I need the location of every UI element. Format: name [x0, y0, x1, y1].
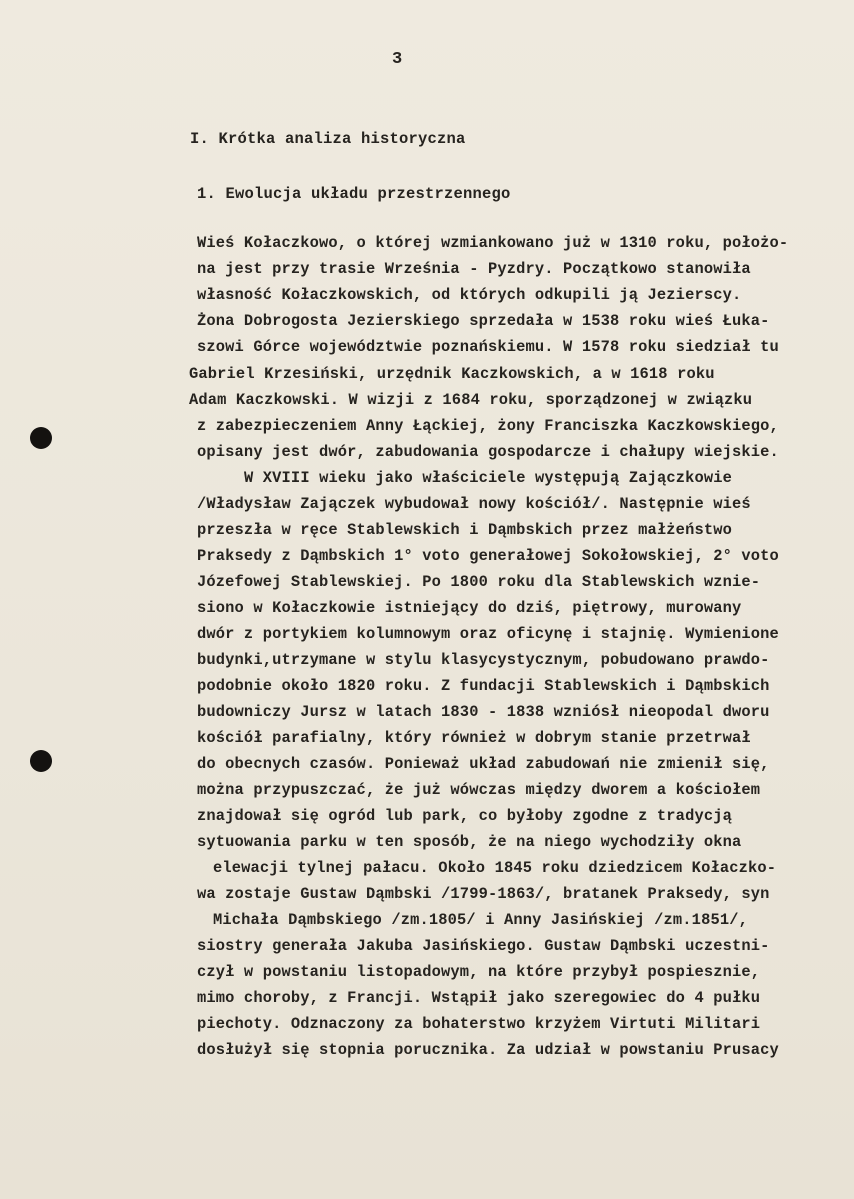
text-line: na jest przy trasie Września - Pyzdry. Początkowo stanowiła	[197, 260, 751, 278]
text-line: piechoty. Odznaczony za bohaterstwo krzyżem Virtuti Militari	[197, 1015, 761, 1033]
text-line: Józefowej Stablewskiej. Po 1800 roku dla Stablewskich wznie-	[197, 573, 761, 591]
punch-hole	[30, 427, 52, 449]
text-line: przeszła w ręce Stablewskich i Dąmbskich przez małżeństwo	[197, 521, 732, 539]
section-heading: 1. Ewolucja układu przestrzennego	[197, 185, 511, 203]
text-line: z zabezpieczeniem Anny Łąckiej, żony Franciszka Kaczkowskiego,	[197, 417, 779, 435]
text-line: mimo choroby, z Francji. Wstąpił jako szeregowiec do 4 pułku	[197, 989, 761, 1007]
chapter-heading: I. Krótka analiza historyczna	[190, 130, 466, 148]
text-line: podobnie około 1820 roku. Z fundacji Stablewskich i Dąmbskich	[197, 677, 770, 695]
text-line: elewacji tylnej pałacu. Około 1845 roku dziedzicem Kołaczko-	[213, 859, 777, 877]
text-line: /Władysław Zajączek wybudował nowy kościół/. Następnie wieś	[197, 495, 751, 513]
text-line: Gabriel Krzesiński, urzędnik Kaczkowskich, a w 1618 roku	[189, 365, 715, 383]
text-line: budowniczy Jursz w latach 1830 - 1838 wzniósł nieopodal dworu	[197, 703, 770, 721]
text-line: opisany jest dwór, zabudowania gospodarcze i chałupy wiejskie.	[197, 443, 779, 461]
text-line: kościół parafialny, który również w dobrym stanie przetrwał	[197, 729, 751, 747]
page-number: 3	[392, 50, 403, 69]
text-line: można przypuszczać, że już wówczas między dworem a kościołem	[197, 781, 761, 799]
text-line: wa zostaje Gustaw Dąmbski /1799-1863/, bratanek Praksedy, syn	[197, 885, 770, 903]
text-line: sytuowania parku w ten sposób, że na niego wychodziły okna	[197, 833, 742, 851]
text-line: czył w powstaniu listopadowym, na które przybył pospiesznie,	[197, 963, 761, 981]
text-line: dwór z portykiem kolumnowym oraz oficynę i stajnię. Wymienione	[197, 625, 779, 643]
text-line: W XVIII wieku jako właściciele występują Zajączkowie	[244, 469, 733, 487]
punch-hole	[30, 750, 52, 772]
text-line: siono w Kołaczkowie istniejący do dziś, piętrowy, murowany	[197, 599, 742, 617]
text-line: do obecnych czasów. Ponieważ układ zabudowań nie zmienił się,	[197, 755, 770, 773]
text-line: Praksedy z Dąmbskich 1° voto generałowej Sokołowskiej, 2° voto	[197, 547, 779, 565]
text-line: budynki,utrzymane w stylu klasycystycznym, pobudowano prawdo-	[197, 651, 770, 669]
text-line: siostry generała Jakuba Jasińskiego. Gustaw Dąmbski uczestni-	[197, 937, 770, 955]
text-line: znajdował się ogród lub park, co byłoby zgodne z tradycją	[197, 807, 732, 825]
text-line: Adam Kaczkowski. W wizji z 1684 roku, sporządzonej w związku	[189, 391, 753, 409]
text-line: Żona Dobrogosta Jezierskiego sprzedała w 1538 roku wieś Łuka-	[197, 312, 770, 330]
text-line: własność Kołaczkowskich, od których odkupili ją Jezierscy.	[197, 286, 742, 304]
text-line: Michała Dąmbskiego /zm.1805/ i Anny Jasińskiej /zm.1851/,	[213, 911, 748, 929]
text-line: dosłużył się stopnia porucznika. Za udział w powstaniu Prusacy	[197, 1041, 779, 1059]
text-line: szowi Górce województwie poznańskiemu. W 1578 roku siedział tu	[197, 338, 779, 356]
text-line: Wieś Kołaczkowo, o której wzmiankowano już w 1310 roku, położo-	[197, 234, 789, 252]
